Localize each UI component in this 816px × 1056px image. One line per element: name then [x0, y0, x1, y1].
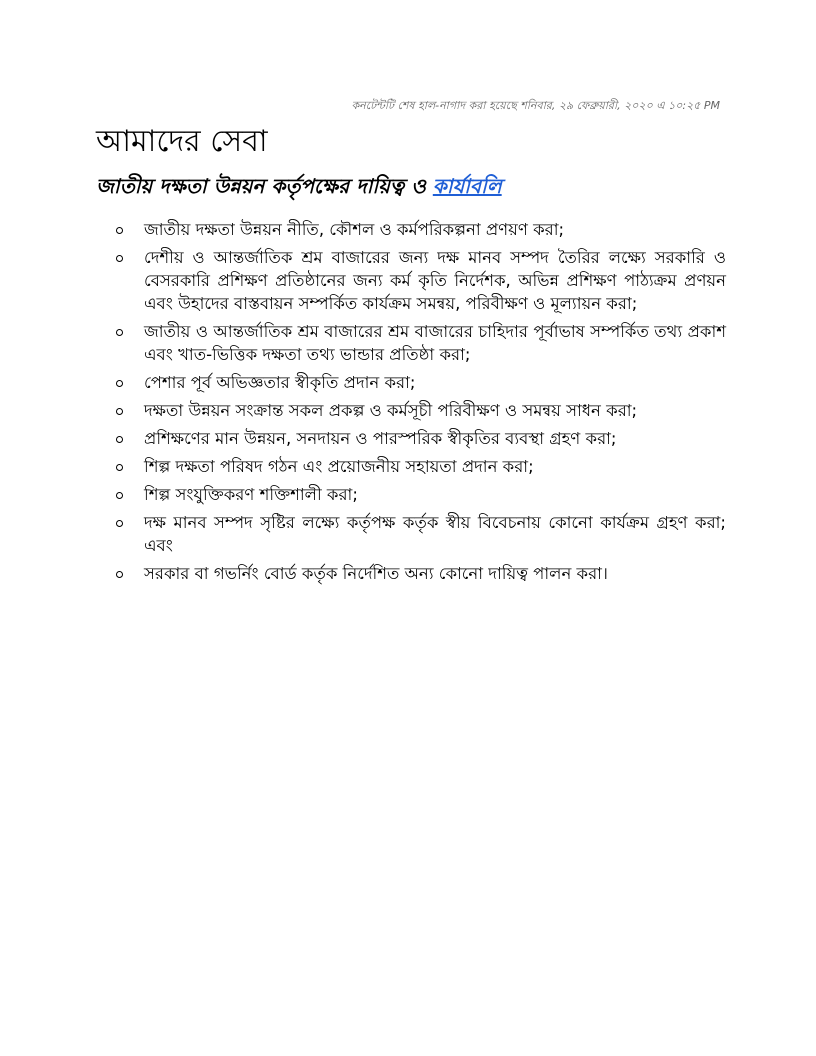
list-item: [116, 562, 726, 585]
list-item-text: সরকার বা গভর্নিং বোর্ড কর্তৃক নির্দেশিত অন্য কোনো দায়িত্ব পালন করা।: [144, 564, 608, 583]
circle-bullet-icon: [116, 520, 123, 527]
list-item-text: জাতীয় ও আন্তর্জাতিক শ্রম বাজারের শ্রম বাজারের চাহিদার পূর্বাভাষ সম্পর্কিত তথ্য প্রকাশ এবং খাত-ভিত্তিক দক্ষতা তথ্য ভান্ডার প্রতিষ্ঠা করা;: [144, 322, 726, 364]
list-item: [116, 320, 726, 366]
list-item: [116, 483, 726, 506]
list-item-text: দক্ষতা উন্নয়ন সংক্রান্ত সকল প্রকল্প ও কর্মসূচী পরিবীক্ষণ ও সমন্বয় সাধন করা;: [144, 401, 638, 420]
list-item: [116, 371, 726, 394]
list-item-text: পেশার পূর্ব অভিজ্ঞতার স্বীকৃতি প্রদান করা;: [144, 373, 416, 392]
circle-bullet-icon: [116, 492, 123, 499]
list-item-text: শিল্প সংযুক্তিকরণ শক্তিশালী করা;: [144, 485, 358, 504]
list-item-text: দেশীয় ও আন্তর্জাতিক শ্রম বাজারের জন্য দক্ষ মানব সম্পদ তৈরির লক্ষ্যে সরকারি ও বেসরকারি প্রশিক্ষণ প্রতিষ্ঠানের জন্য কর্ম কৃতি নির্দেশক, অভিন্ন প্রশিক্ষণ পাঠ্যক্রম প্রণয়ন এবং উহাদের বাস্তবায়ন সম্পর্কিত কার্যক্রম সমন্বয়, পরিবীক্ষণ ও মূল্যায়ন করা;: [144, 248, 726, 313]
circle-bullet-icon: [116, 571, 123, 578]
list-item-text: জাতীয় দক্ষতা উন্নয়ন নীতি, কৌশল ও কর্মপরিকল্পনা প্রণয়ণ করা;: [144, 220, 565, 239]
list-item: [116, 511, 726, 557]
list-item-text: দক্ষ মানব সম্পদ সৃষ্টির লক্ষ্যে কর্তৃপক্ষ কর্তৃক স্বীয় বিবেচনায় কোনো কার্যক্রম গ্রহণ করা; এবং: [144, 513, 726, 555]
list-item-text: প্রশিক্ষণের মান উন্নয়ন, সনদায়ন ও পারস্পরিক স্বীকৃতির ব্যবস্থা গ্রহণ করা;: [144, 429, 617, 448]
circle-bullet-icon: [116, 380, 123, 387]
circle-bullet-icon: [116, 436, 123, 443]
section-subheading: [96, 170, 502, 202]
duties-list: [116, 218, 726, 590]
circle-bullet-icon: [116, 464, 123, 471]
circle-bullet-icon: [116, 255, 123, 262]
list-item: [116, 246, 726, 315]
list-item: [116, 427, 726, 450]
functions-link[interactable]: কার্যাবলি: [432, 174, 502, 198]
last-updated-notice: কনটেন্টটি শেষ হাল-নাগাদ করা হয়েছে শনিবার, ২৯ ফেব্রুয়ারী, ২০২০ এ ১০:২৫ PM: [351, 99, 720, 112]
page-heading: আমাদের সেবা: [96, 124, 268, 159]
list-item: [116, 218, 726, 241]
subheading-text: জাতীয় দক্ষতা উন্নয়ন কর্তৃপক্ষের দায়িত্ব ও: [96, 174, 433, 198]
list-item: [116, 399, 726, 422]
circle-bullet-icon: [116, 408, 123, 415]
circle-bullet-icon: [116, 329, 123, 336]
list-item-text: শিল্প দক্ষতা পরিষদ গঠন এং প্রয়োজনীয় সহায়তা প্রদান করা;: [144, 457, 534, 476]
list-item: [116, 455, 726, 478]
circle-bullet-icon: [116, 227, 123, 234]
